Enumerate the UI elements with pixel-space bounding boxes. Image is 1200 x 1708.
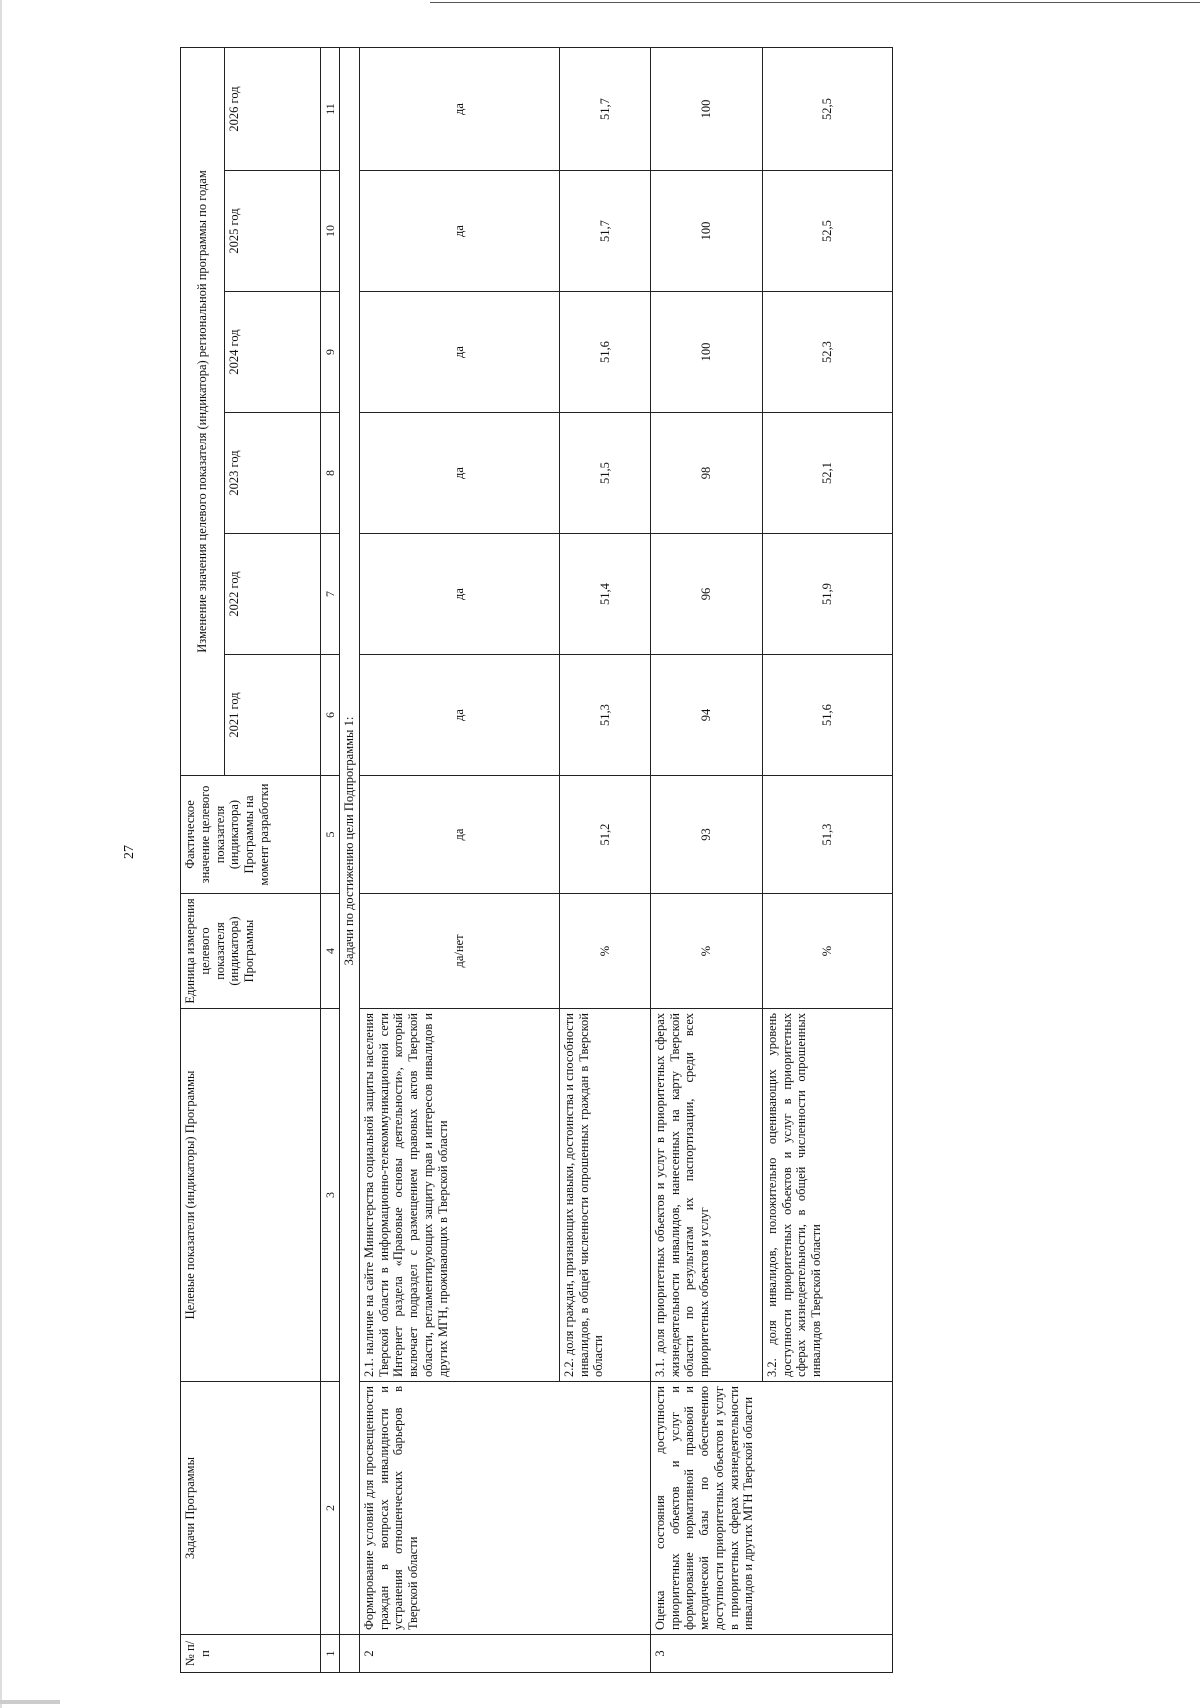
row-value-2024: 52,3 bbox=[762, 292, 892, 413]
row-value-2025: 100 bbox=[650, 171, 762, 292]
row-fact: 51,3 bbox=[762, 776, 892, 894]
row-value-2024: да bbox=[359, 292, 559, 413]
table-row bbox=[359, 48, 559, 1673]
row-indicator: 2.1. наличие на сайте Министерства социальной защиты населения Тверской области в информационно-телекоммуникационной сети Интернет раздела «Правовые основы деятельности», который включает подраздел с размещением правовых актов Тверской области, регламентирующих защиту прав и интересов инвалидов и других МГН, проживающих в Тверской области bbox=[359, 1009, 559, 1382]
row-value-2023: 51,5 bbox=[559, 413, 650, 534]
col-number: 11 bbox=[321, 48, 340, 171]
row-fact: 51,2 bbox=[559, 776, 650, 894]
row-value-2024: 51,6 bbox=[559, 292, 650, 413]
col-number: 10 bbox=[321, 171, 340, 292]
header-change: Изменение значения целевого показателя (индикатора) региональной программы по годам bbox=[181, 48, 225, 776]
row-task: Формирование условий для просвещенности граждан в вопросах инвалидности и устранения отношенческих барьеров в Тверской области bbox=[359, 1382, 650, 1635]
section-title-row bbox=[340, 48, 360, 1673]
row-value-2025: 52,5 bbox=[762, 171, 892, 292]
header-year-2025: 2025 год bbox=[225, 171, 321, 292]
row-value-2023: 98 bbox=[650, 413, 762, 534]
row-task: Оценка состояния доступности приоритетных объектов и услуг и формирование нормативной правовой и методической базы по обеспечению доступности приоритетных объектов и услуг в приоритетных сферах жизнедеятельности инвалидов и других МГН Тверской области bbox=[650, 1382, 892, 1635]
row-value-2021: 94 bbox=[650, 655, 762, 776]
scan-edge-bottom bbox=[0, 1700, 60, 1704]
header-year-2021: 2021 год bbox=[225, 655, 321, 776]
column-numbers-row bbox=[321, 48, 340, 1673]
row-value-2022: 51,4 bbox=[559, 534, 650, 655]
col-number: 2 bbox=[321, 1382, 340, 1635]
row-value-2023: 52,1 bbox=[762, 413, 892, 534]
header-year-2023: 2023 год bbox=[225, 413, 321, 534]
row-value-2026: 51,7 bbox=[559, 48, 650, 171]
row-no: 2 bbox=[359, 1635, 650, 1673]
header-year-2026: 2026 год bbox=[225, 48, 321, 171]
header-fact: Фактическое значение целевого показателя (индикатора) Программы на момент разработки bbox=[181, 776, 321, 894]
scan-edge-top bbox=[430, 2, 1200, 3]
row-unit: % bbox=[559, 894, 650, 1009]
header-unit: Единица измерения целевого показателя (индикатора) Программы bbox=[181, 894, 321, 1009]
row-value-2022: 96 bbox=[650, 534, 762, 655]
row-value-2026: 100 bbox=[650, 48, 762, 171]
row-value-2024: 100 bbox=[650, 292, 762, 413]
row-value-2025: да bbox=[359, 171, 559, 292]
col-number: 3 bbox=[321, 1009, 340, 1382]
row-indicator: 3.1. доля приоритетных объектов и услуг в приоритетных сферах жизнедеятельности инвалидов, нанесенных на карту Тверской области по результатам их паспортизации, среди всех приоритетных объектов и услуг bbox=[650, 1009, 762, 1382]
row-value-2022: да bbox=[359, 534, 559, 655]
header-row-1 bbox=[181, 48, 225, 1673]
row-value-2022: 51,9 bbox=[762, 534, 892, 655]
col-number: 8 bbox=[321, 413, 340, 534]
col-number: 4 bbox=[321, 894, 340, 1009]
row-value-2025: 51,7 bbox=[559, 171, 650, 292]
row-indicator: 3.2. доля инвалидов, положительно оценивающих уровень доступности приоритетных объектов и услуг в приоритетных сферах жизнедеятельности, в общей численности опрошенных инвалидов Тверской области bbox=[762, 1009, 892, 1382]
scan-edge-left bbox=[0, 0, 2, 1708]
header-indicators: Целевые показатели (индикаторы) Программы bbox=[181, 1009, 321, 1382]
section-title: Задачи по достижению цели Подпрограммы 1: bbox=[340, 48, 360, 1635]
row-value-2021: 51,6 bbox=[762, 655, 892, 776]
col-number: 7 bbox=[321, 534, 340, 655]
rotated-table-container bbox=[180, 48, 885, 1673]
header-no: № п/п bbox=[181, 1635, 321, 1673]
header-year-2024: 2024 год bbox=[225, 292, 321, 413]
header-tasks: Задачи Программы bbox=[181, 1382, 321, 1635]
row-no: 3 bbox=[650, 1635, 892, 1673]
row-value-2026: 52,5 bbox=[762, 48, 892, 171]
table-row bbox=[650, 48, 762, 1673]
col-number: 6 bbox=[321, 655, 340, 776]
header-year-2022: 2022 год bbox=[225, 534, 321, 655]
row-unit: % bbox=[650, 894, 762, 1009]
row-unit: % bbox=[762, 894, 892, 1009]
row-value-2023: да bbox=[359, 413, 559, 534]
col-number: 5 bbox=[321, 776, 340, 894]
row-value-2026: да bbox=[359, 48, 559, 171]
row-fact: 93 bbox=[650, 776, 762, 894]
row-fact: да bbox=[359, 776, 559, 894]
row-value-2021: 51,3 bbox=[559, 655, 650, 776]
col-number: 1 bbox=[321, 1635, 340, 1673]
row-value-2021: да bbox=[359, 655, 559, 776]
row-unit: да/нет bbox=[359, 894, 559, 1009]
indicators-table bbox=[180, 47, 893, 1673]
row-indicator: 2.2. доля граждан, признающих навыки, достоинства и способности инвалидов, в общей численности опрошенных граждан в Тверской области bbox=[559, 1009, 650, 1382]
section-spacer bbox=[340, 1635, 360, 1673]
col-number: 9 bbox=[321, 292, 340, 413]
page-number: 27 bbox=[122, 845, 137, 859]
